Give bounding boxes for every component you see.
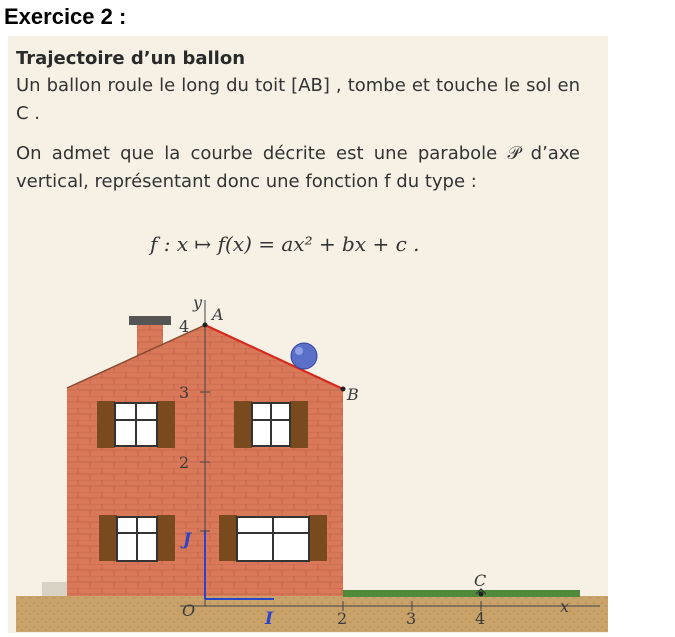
label-c: C xyxy=(474,571,487,590)
x-tick-label-3: 3 xyxy=(406,609,417,628)
label-o: O xyxy=(182,601,196,620)
function-formula: f : x ↦ f(x) = ax² + bx + c . xyxy=(150,232,420,256)
x-tick-label-2: 2 xyxy=(337,609,348,628)
window-bottom-right xyxy=(219,515,327,561)
x-axis-label: x xyxy=(560,597,570,616)
exercise-title: Trajectoire d’un ballon xyxy=(16,48,246,69)
window-bottom-left xyxy=(99,515,175,561)
steps xyxy=(42,582,67,596)
label-j: J xyxy=(183,530,192,550)
y-axis-label: y xyxy=(193,293,203,312)
exercise-paragraph-2: On admet que la courbe décrite est une parabole 𝒫 d’axe vertical, représentant donc une fonction f du type : xyxy=(16,143,580,192)
point-c xyxy=(479,592,484,597)
x-tick-label-4: 4 xyxy=(475,609,486,628)
point-a xyxy=(203,323,208,328)
grass xyxy=(343,590,580,597)
label-b: B xyxy=(347,385,359,404)
ball-highlight xyxy=(295,347,303,355)
exercise-paragraph-1: Un ballon roule le long du toit [AB] , tombe et touche le sol en C . xyxy=(16,75,580,124)
window-top-left xyxy=(97,401,175,448)
y-tick-label-4: 4 xyxy=(179,317,190,336)
chimney-cap xyxy=(129,316,171,325)
ground xyxy=(16,596,608,632)
label-i: I xyxy=(265,609,273,629)
window-top-right xyxy=(234,401,308,448)
label-a: A xyxy=(212,305,224,324)
page-heading: Exercice 2 : xyxy=(4,4,127,29)
y-tick-label-2: 2 xyxy=(179,453,190,472)
y-tick-label-3: 3 xyxy=(179,383,190,402)
point-b xyxy=(341,387,346,392)
ball xyxy=(291,343,317,369)
